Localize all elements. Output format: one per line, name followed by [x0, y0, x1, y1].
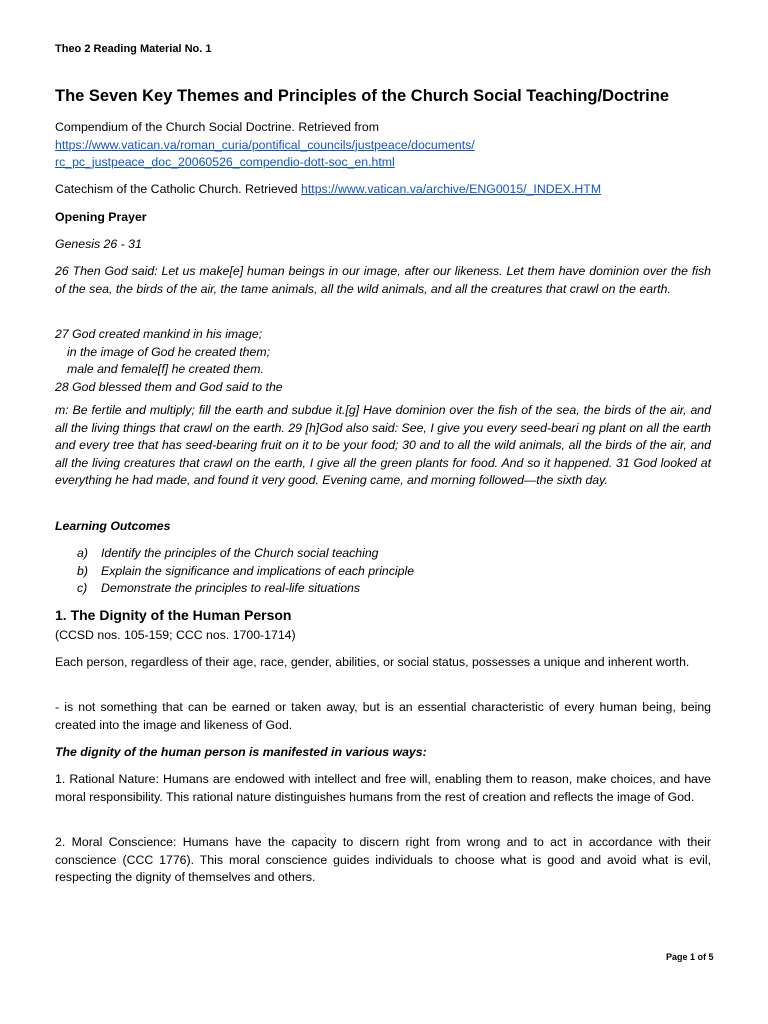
compendium-link[interactable]: https://www.vatican.va/roman_curia/pontifical_councils/justpeace/documents/ rc_pc_justpeace_doc_20060526_compendio-dott-soc_en.html [55, 137, 475, 170]
learning-outcomes-heading: Learning Outcomes [55, 519, 171, 533]
scripture-citation: Genesis 26 - 31 [55, 237, 142, 251]
section-paragraph: - is not something that can be earned or taken away, but is an essential characteristic of every human being, being created into the image and likeness of God. [55, 700, 711, 732]
page-title: The Seven Key Themes and Principles of the Church Social Teaching/Doctrine [55, 87, 670, 105]
verse-27-28 [55, 326, 711, 396]
section-references: (CCSD nos. 105-159; CCC nos. 1700-1714) [55, 628, 296, 642]
list-marker: c) [77, 581, 88, 596]
section-point: 2. Moral Conscience: Humans have the capacity to discern right from wrong and to act in accordance with their conscience (CCC 1776). This moral conscience guides individuals to choose what is good and avoid what is evil, respecting the dignity of themselves and others. [55, 835, 711, 885]
list-item-text: Explain the significance and implications of each principle [101, 563, 415, 578]
section-paragraph: Each person, regardless of their age, race, gender, abilities, or social status, possesses a unique and inherent worth. [55, 655, 690, 669]
catechism-reference [55, 181, 711, 199]
list-marker: b) [77, 563, 88, 578]
list-item-text: Demonstrate the principles to real-life situations [101, 581, 361, 596]
verse-line: 28 God blessed them and God said to the [55, 379, 283, 394]
verse-26: 26 Then God said: Let us make[e] human beings in our image, after our likeness. Let them have dominion over the fish of the sea, the birds of the air, the tame animals, all the wild animals, and all the creatures that crawl on the earth. [55, 264, 711, 296]
section-point: 1. Rational Nature: Humans are endowed with intellect and free will, enabling them to reason, make choices, and have moral responsibility. This rational nature distinguishes humans from the rest of creation and reflects the image of God. [55, 772, 711, 804]
catechism-text: Catechism of the Catholic Church. Retrieved [55, 182, 302, 196]
compendium-text: Compendium of the Church Social Doctrine. Retrieved from [55, 120, 379, 134]
list-item [55, 563, 711, 581]
list-marker: a) [77, 546, 88, 560]
opening-prayer-heading: Opening Prayer [55, 210, 147, 224]
section-heading: 1. The Dignity of the Human Person [55, 607, 292, 623]
verse-line: in the image of God he created them; [67, 344, 271, 359]
list-item [55, 580, 711, 598]
list-item-text: Identify the principles of the Church social teaching [101, 546, 379, 560]
manifestation-heading: The dignity of the human person is manifested in various ways: [55, 745, 427, 759]
compendium-reference [55, 119, 711, 172]
catechism-link[interactable]: https://www.vatican.va/archive/ENG0015/_INDEX.HTM [301, 182, 602, 196]
verse-line: 27 God created mankind in his image; [55, 327, 263, 341]
learning-outcomes-list [55, 545, 711, 598]
verse-continuation: m: Be fertile and multiply; fill the earth and subdue it.[g] Have dominion over the fish of the sea, the birds of the air, and all the living things that crawl on the earth. 29 [h]God also said: See, I give you every seed-beari ng plant on all the earth and every tree that has seed-bearing fruit on it to be your food; 30 and to all the wild animals, all the birds of the air, and all the living creatures that crawl on the earth, I give all the green plants for food. And so it happened. 31 God looked at everything he had made, and found it very good. Evening came, and morning followed—the sixth day. [55, 403, 711, 488]
verse-line: male and female[f] he created them. [67, 362, 264, 377]
page-number: Page 1 of 5 [666, 952, 714, 962]
doc-label: Theo 2 Reading Material No. 1 [55, 43, 212, 55]
list-item [55, 545, 711, 563]
